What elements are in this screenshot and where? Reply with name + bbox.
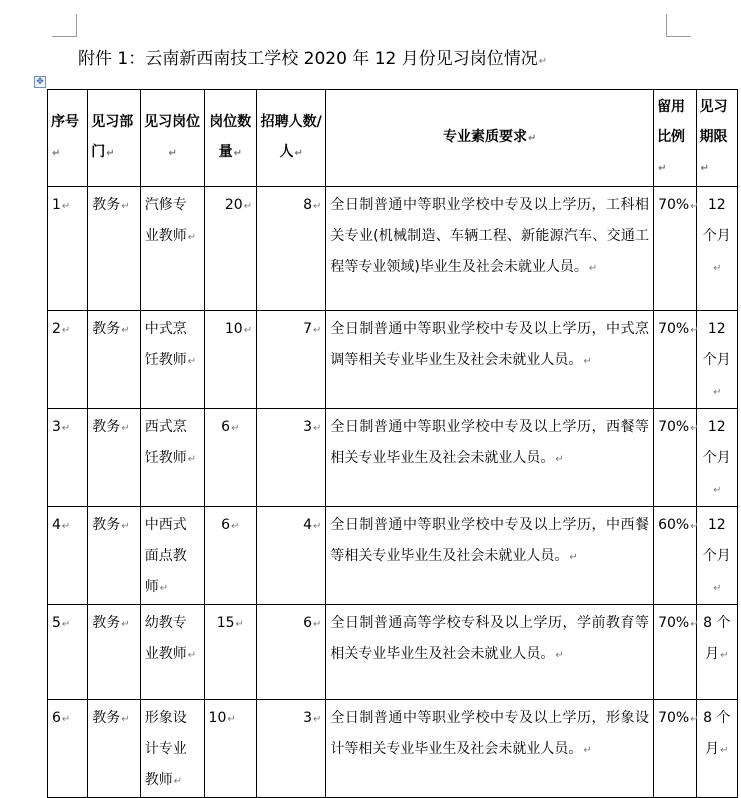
cell-count: 10↵ — [204, 700, 257, 798]
header-requirements: 专业素质要求↵ — [326, 90, 654, 187]
cell-count: 15↵ — [204, 605, 257, 700]
cell-position: 幼教专业教师↵ — [140, 605, 204, 700]
cell-count: 6↵ — [204, 409, 257, 507]
cell-retention: 70%↵ — [654, 409, 696, 507]
cell-seq: 1↵ — [48, 187, 88, 311]
cell-position: 西式烹饪教师↵ — [140, 409, 204, 507]
cell-dept: 教务↵ — [88, 311, 141, 409]
cell-count: 20↵ — [204, 187, 257, 311]
header-position: 见习岗位↵ — [140, 90, 204, 187]
cell-position: 汽修专业教师↵ — [140, 187, 204, 311]
header-recruit: 招聘人数/人↵ — [257, 90, 326, 187]
cell-seq: 6↵ — [48, 700, 88, 798]
header-retention: 留用比例↵ — [654, 90, 696, 187]
paragraph-mark-icon: ↵ — [538, 56, 548, 67]
cell-seq: 3↵ — [48, 409, 88, 507]
positions-table — [47, 89, 738, 798]
cell-recruit: 3↵ — [257, 409, 326, 507]
header-period: 见习期限↵ — [696, 90, 737, 187]
cell-position: 中式烹饪教师↵ — [140, 311, 204, 409]
cell-count: 10↵ — [204, 311, 257, 409]
table-move-handle-icon[interactable]: ✥ — [34, 76, 46, 88]
table-row — [48, 311, 738, 409]
cell-count: 6↵ — [204, 507, 257, 605]
cell-recruit: 6↵ — [257, 605, 326, 700]
cell-requirements: 全日制普通中等职业学校中专及以上学历，工科相关专业(机械制造、车辆工程、新能源汽车、交通工程等专业领域)毕业生及社会未就业人员。↵ — [326, 187, 654, 311]
cell-requirements: 全日制普通高等学校专科及以上学历，学前教育等相关专业毕业生及社会未就业人员。↵ — [326, 605, 654, 700]
cell-requirements: 全日制普通中等职业学校中专及以上学历，西餐等相关专业毕业生及社会未就业人员。↵ — [326, 409, 654, 507]
cell-requirements: 全日制普通中等职业学校中专及以上学历，形象设计等相关专业毕业生及社会未就业人员。↵ — [326, 700, 654, 798]
table-row — [48, 605, 738, 700]
cell-retention: 70%↵ — [654, 187, 696, 311]
cell-period: 12 个月↵ — [696, 409, 737, 507]
cell-retention: 70%↵ — [654, 605, 696, 700]
cell-period: 12 个月↵ — [696, 507, 737, 605]
cell-retention: 60%↵ — [654, 507, 696, 605]
header-count: 岗位数 量↵ — [204, 90, 257, 187]
cell-seq: 2↵ — [48, 311, 88, 409]
table-row — [48, 409, 738, 507]
cell-recruit: 4↵ — [257, 507, 326, 605]
cell-recruit: 3↵ — [257, 700, 326, 798]
header-seq: 序号↵ — [48, 90, 88, 187]
crop-mark-top-right — [666, 14, 691, 37]
cell-recruit: 8↵ — [257, 187, 326, 311]
cell-dept: 教务↵ — [88, 507, 141, 605]
document-title: 附件 1：云南新西南技工学校 2020 年 12 月份见习岗位情况↵ — [78, 49, 548, 69]
cell-requirements: 全日制普通中等职业学校中专及以上学历，中式烹调等相关专业毕业生及社会未就业人员。↵ — [326, 311, 654, 409]
cell-position: 中西式面点教师↵ — [140, 507, 204, 605]
cell-retention: 70%↵ — [654, 311, 696, 409]
cell-dept: 教务↵ — [88, 700, 141, 798]
cell-period: 8 个月↵ — [696, 700, 737, 798]
crop-mark-top-left — [52, 14, 77, 37]
table-header-row — [48, 90, 738, 187]
cell-dept: 教务↵ — [88, 605, 141, 700]
cell-recruit: 7↵ — [257, 311, 326, 409]
cell-seq: 4↵ — [48, 507, 88, 605]
cell-period: 8 个月↵ — [696, 605, 737, 700]
cell-dept: 教务↵ — [88, 409, 141, 507]
table-row — [48, 507, 738, 605]
cell-retention: 70%↵ — [654, 700, 696, 798]
table-row — [48, 187, 738, 311]
table-row — [48, 700, 738, 798]
cell-seq: 5↵ — [48, 605, 88, 700]
cell-period: 12 个月↵ — [696, 187, 737, 311]
cell-dept: 教务↵ — [88, 187, 141, 311]
cell-requirements: 全日制普通中等职业学校中专及以上学历，中西餐等相关专业毕业生及社会未就业人员。↵ — [326, 507, 654, 605]
header-dept: 见习部门↵ — [88, 90, 141, 187]
cell-period: 12 个月↵ — [696, 311, 737, 409]
cell-position: 形象设计专业教师↵ — [140, 700, 204, 798]
